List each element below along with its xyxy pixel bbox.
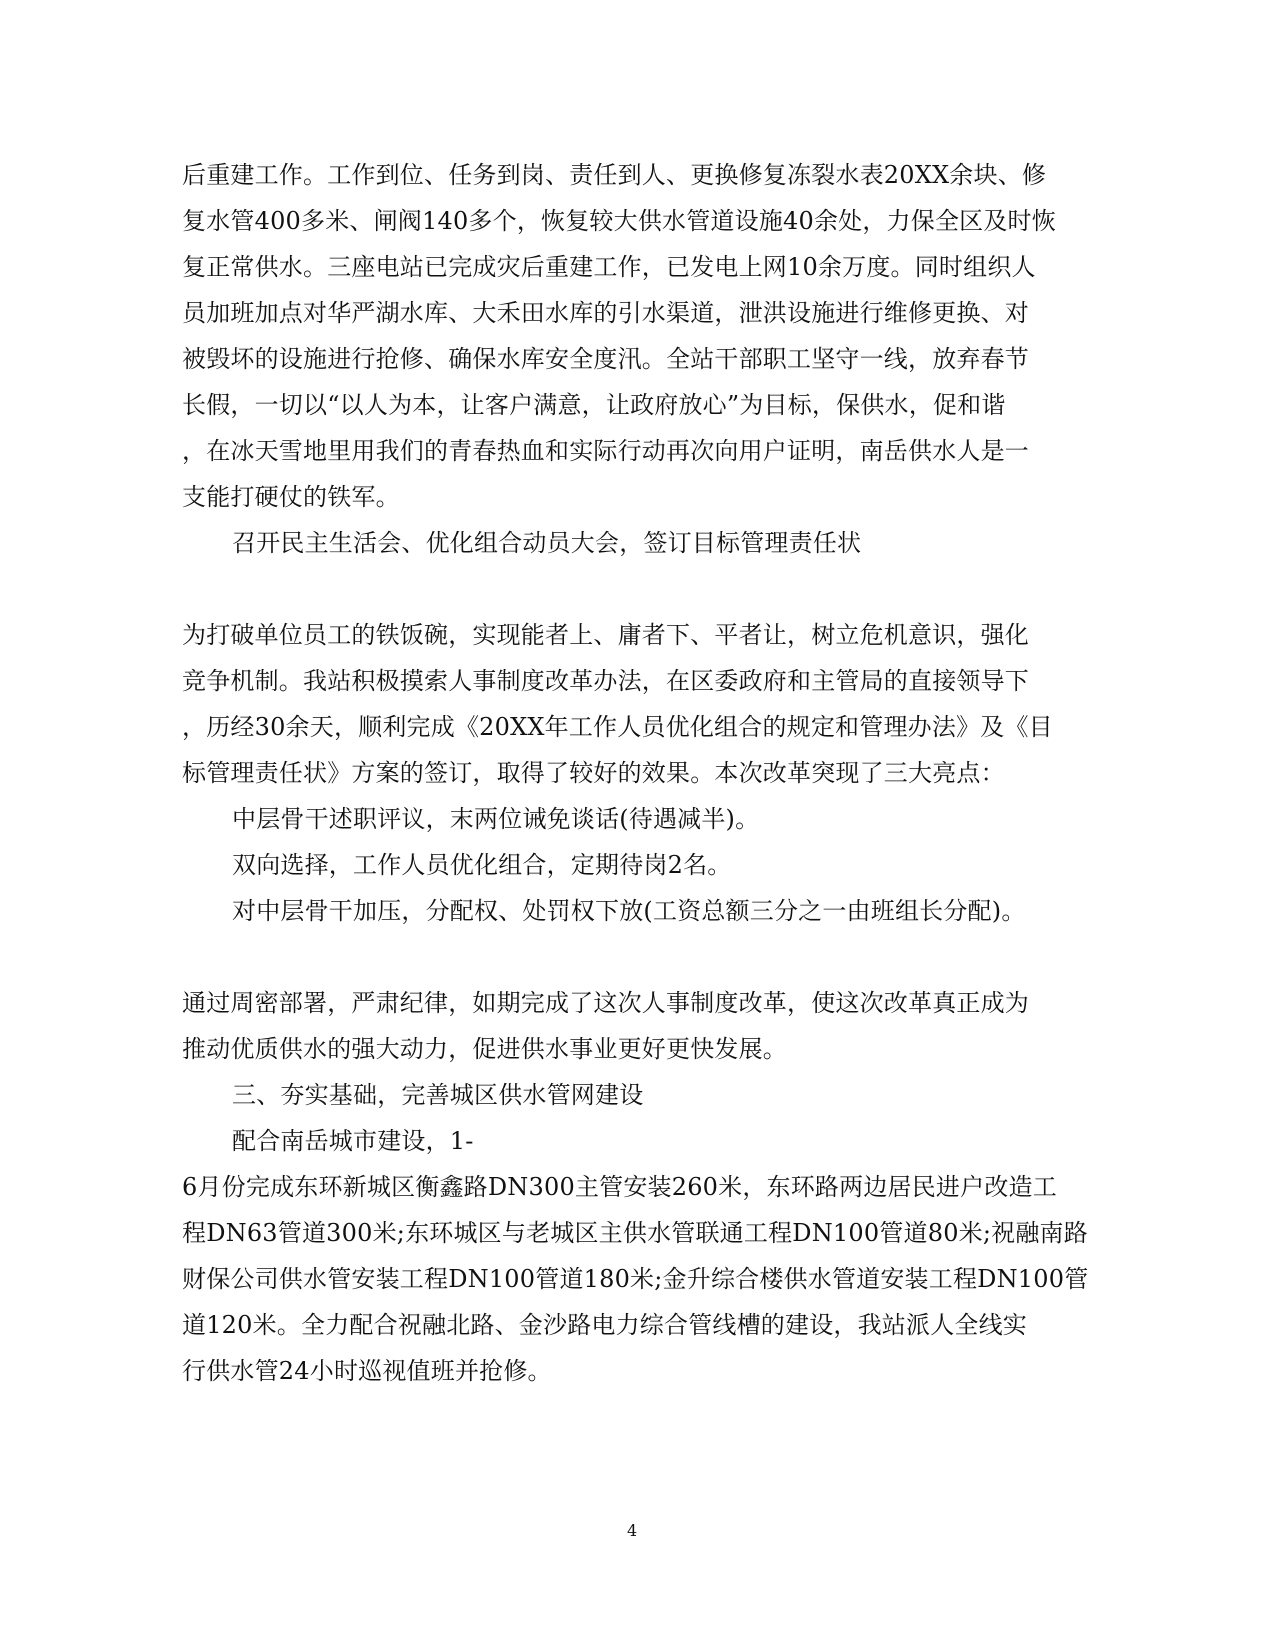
body-text-line: 标管理责任状》方案的签订，取得了较好的效果。本次改革突现了三大亮点： (182, 759, 1005, 787)
body-text-line: 6月份完成东环新城区衡鑫路DN300主管安装260米，东环路两边居民进户改造工 (182, 1173, 1057, 1201)
body-text-line: 道120米。全力配合祝融北路、金沙路电力综合管线槽的建设，我站派人全线实 (182, 1311, 1028, 1339)
body-text-line: 后重建工作。工作到位、任务到岗、责任到人、更换修复冻裂水表20XX余块、修 (182, 161, 1047, 189)
body-text-line: 长假，一切以“以人为本，让客户满意，让政府放心”为目标，保供水，促和谐 (182, 391, 1006, 419)
body-text-line: 程DN63管道300米;东环城区与老城区主供水管联通工程DN100管道80米;祝融南路 (182, 1219, 1088, 1247)
body-text-line: 被毁坏的设施进行抢修、确保水库安全度汛。全站干部职工坚守一线，放弃春节 (182, 345, 1029, 373)
section-heading: 召开民主生活会、优化组合动员大会，签订目标管理责任状 (232, 529, 862, 557)
body-text-line: 复水管400多米、闸阀140多个，恢复较大供水管道设施40余处，力保全区及时恢 (182, 207, 1056, 235)
body-text-line: 财保公司供水管安装工程DN100管道180米;金升综合楼供水管道安装工程DN100管 (182, 1265, 1089, 1293)
list-item: 双向选择，工作人员优化组合，定期待岗2名。 (232, 851, 732, 879)
body-text-line: ，历经30余天，顺利完成《20XX年工作人员优化组合的规定和管理办法》及《目 (182, 713, 1053, 741)
list-item: 对中层骨干加压，分配权、处罚权下放(工资总额三分之一由班组长分配)。 (232, 897, 1026, 925)
body-text-line: 通过周密部署，严肃纪律，如期完成了这次人事制度改革，使这次改革真正成为 (182, 989, 1029, 1017)
body-text-line: ，在冰天雪地里用我们的青春热血和实际行动再次向用户证明，南岳供水人是一 (182, 437, 1029, 465)
body-text-line: 配合南岳城市建设，1- (232, 1127, 474, 1155)
body-text-line: 为打破单位员工的铁饭碗，实现能者上、庸者下、平者让，树立危机意识，强化 (182, 621, 1029, 649)
body-text-line: 员加班加点对华严湖水库、大禾田水库的引水渠道，泄洪设施进行维修更换、对 (182, 299, 1029, 327)
body-text-line: 推动优质供水的强大动力，促进供水事业更好更快发展。 (182, 1035, 787, 1063)
list-item: 中层骨干述职评议，末两位诫免谈话(待遇减半)。 (232, 805, 760, 833)
body-text-line: 竞争机制。我站积极摸索人事制度改革办法，在区委政府和主管局的直接领导下 (182, 667, 1029, 695)
body-text-line: 复正常供水。三座电站已完成灾后重建工作，已发电上网10余万度。同时组织人 (182, 253, 1036, 281)
body-text-line: 行供水管24小时巡视值班并抢修。 (182, 1357, 552, 1385)
section-heading: 三、夯实基础，完善城区供水管网建设 (232, 1081, 644, 1109)
page-number: 4 (627, 1521, 638, 1540)
body-text-line: 支能打硬仗的铁军。 (182, 483, 400, 511)
